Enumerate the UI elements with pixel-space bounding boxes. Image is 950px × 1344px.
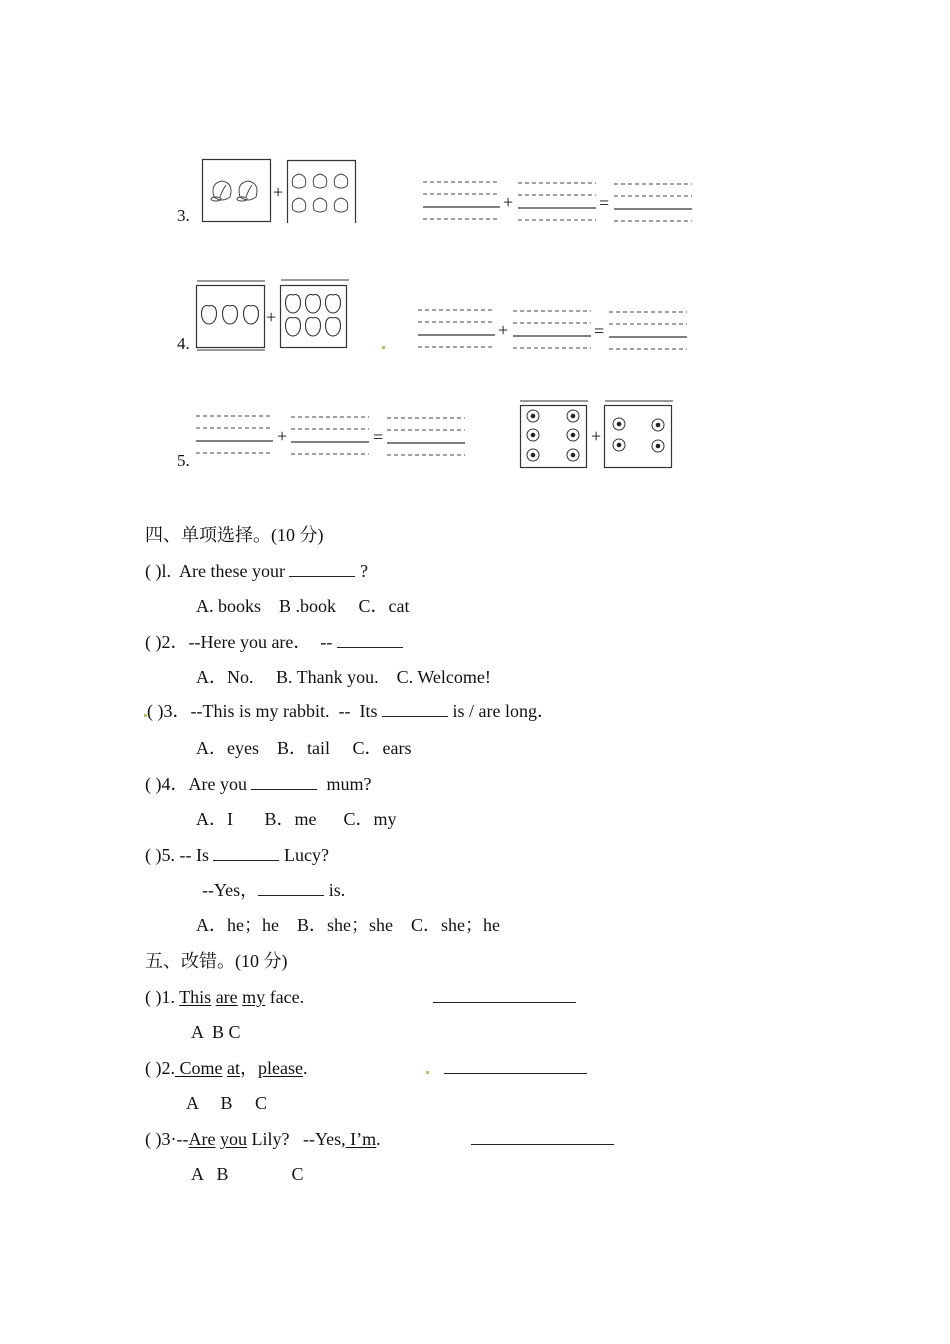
answer-blank[interactable]	[213, 844, 279, 861]
peach-icon	[334, 174, 348, 188]
problem-5-left-box	[519, 400, 591, 472]
peach-icon	[334, 198, 348, 212]
answer-blank[interactable]	[258, 879, 324, 896]
question-text: .	[376, 1129, 381, 1149]
answer-blank[interactable]	[382, 700, 448, 717]
problem-5-right-box	[603, 400, 675, 472]
peach-icon	[292, 174, 306, 188]
problem-3-answer-plus: +	[503, 192, 514, 212]
peach-icon	[211, 181, 231, 201]
problem-4-left-box	[195, 280, 267, 352]
correction-blank[interactable]	[433, 1002, 576, 1003]
problem-3-answer-equals: =	[599, 193, 610, 213]
question-5-2	[145, 1057, 307, 1079]
answer-blank[interactable]	[289, 560, 355, 577]
peach-icon	[237, 181, 257, 201]
question-text: face.	[265, 987, 305, 1007]
problem-4-right-box	[279, 279, 351, 351]
underlined-word-b: are	[215, 987, 238, 1007]
problem-3-plus-sign: +	[273, 182, 284, 202]
question-text: is.	[324, 880, 346, 900]
question-text: .	[302, 1058, 308, 1078]
problem-5-plus-sign: +	[591, 426, 602, 446]
apple-icon	[306, 318, 321, 336]
question-text: Lucy?	[279, 845, 329, 865]
question-5-2-labels: A B C	[186, 1093, 268, 1113]
peach-icon	[292, 198, 306, 212]
apple-icon	[223, 306, 238, 324]
problem-4-answer-lines	[415, 306, 695, 354]
underlined-word-b: at	[227, 1058, 240, 1078]
problem-5-number: 5.	[177, 451, 190, 470]
question-text: ( )1.	[145, 987, 180, 1007]
question-5-1	[145, 986, 304, 1008]
question-4-5-options: A．he；he B．she；she C．she；he	[196, 915, 500, 935]
question-text: ( )5. -- Is	[145, 845, 209, 865]
correction-blank[interactable]	[444, 1073, 587, 1074]
underlined-word-c: I’m	[345, 1129, 377, 1149]
question-4-4-options: A．I B．me C．my	[196, 809, 397, 829]
apple-icon	[306, 295, 321, 313]
underlined-word-c: my	[242, 987, 266, 1007]
problem-5-answer-plus: +	[277, 426, 288, 446]
apple-icon	[286, 318, 301, 336]
apple-icon	[244, 306, 259, 324]
question-text: ，	[240, 1058, 258, 1078]
underlined-word-c: please	[258, 1058, 303, 1078]
problem-4-answer-plus: +	[498, 320, 509, 340]
question-text: ( )2．--Here you are． --	[145, 632, 333, 652]
apple-icon	[326, 318, 341, 336]
problem-5-answer-lines	[193, 412, 473, 460]
underlined-word-a: Are	[188, 1129, 216, 1149]
question-5-3	[145, 1128, 381, 1150]
question-text: ( )l. Are these your	[145, 561, 285, 581]
question-4-5-line2	[202, 879, 345, 901]
question-text: --Yes，	[202, 880, 259, 900]
question-4-3	[147, 700, 555, 722]
peach-icon	[313, 198, 327, 212]
problem-4-answer-equals: =	[594, 321, 605, 341]
answer-blank[interactable]	[251, 773, 317, 790]
question-text: ( )4．Are you	[145, 774, 247, 794]
question-4-3-options: A．eyes B．tail C．ears	[196, 738, 412, 758]
apple-icon	[286, 295, 301, 313]
speck	[426, 1071, 429, 1074]
question-4-5	[145, 844, 329, 866]
problem-4-plus-sign: +	[266, 307, 277, 327]
problem-4-number: 4.	[177, 334, 190, 353]
question-4-2	[145, 631, 403, 653]
question-4-2-options: A．No. B. Thank you. C. Welcome!	[196, 667, 491, 687]
question-text: ?	[355, 561, 368, 581]
peach-icon	[313, 174, 327, 188]
question-4-1	[145, 560, 368, 582]
question-text: ( )3．--This is my rabbit. -- Its	[147, 701, 378, 721]
question-5-3-labels: A B C	[191, 1164, 304, 1184]
underlined-word-a: This	[179, 987, 212, 1007]
apple-icon	[202, 306, 217, 324]
question-text: Lily? --Yes,	[246, 1129, 346, 1149]
problem-3-answer-lines	[420, 178, 700, 226]
speck	[382, 346, 385, 349]
section-5-heading: 五、改错。(10 分)	[145, 951, 288, 971]
question-text: ( )2.	[145, 1058, 175, 1078]
underlined-word-a: Come	[175, 1058, 223, 1078]
answer-blank[interactable]	[337, 631, 403, 648]
problem-3-right-box	[287, 160, 357, 224]
question-text: ( )3·--	[145, 1129, 189, 1149]
correction-blank[interactable]	[471, 1144, 614, 1145]
question-4-1-options: A. books B .book C．cat	[196, 596, 410, 616]
section-4-heading: 四、单项选择。(10 分)	[145, 525, 324, 545]
problem-3-left-box	[202, 159, 272, 223]
apple-icon	[326, 295, 341, 313]
question-text: is / are long．	[447, 701, 555, 721]
question-4-4	[145, 773, 371, 795]
question-text: mum?	[317, 774, 372, 794]
question-5-1-labels: A B C	[191, 1022, 241, 1042]
problem-3-number: 3.	[177, 206, 190, 225]
problem-5-answer-equals: =	[373, 427, 384, 447]
underlined-word-b: you	[219, 1129, 247, 1149]
